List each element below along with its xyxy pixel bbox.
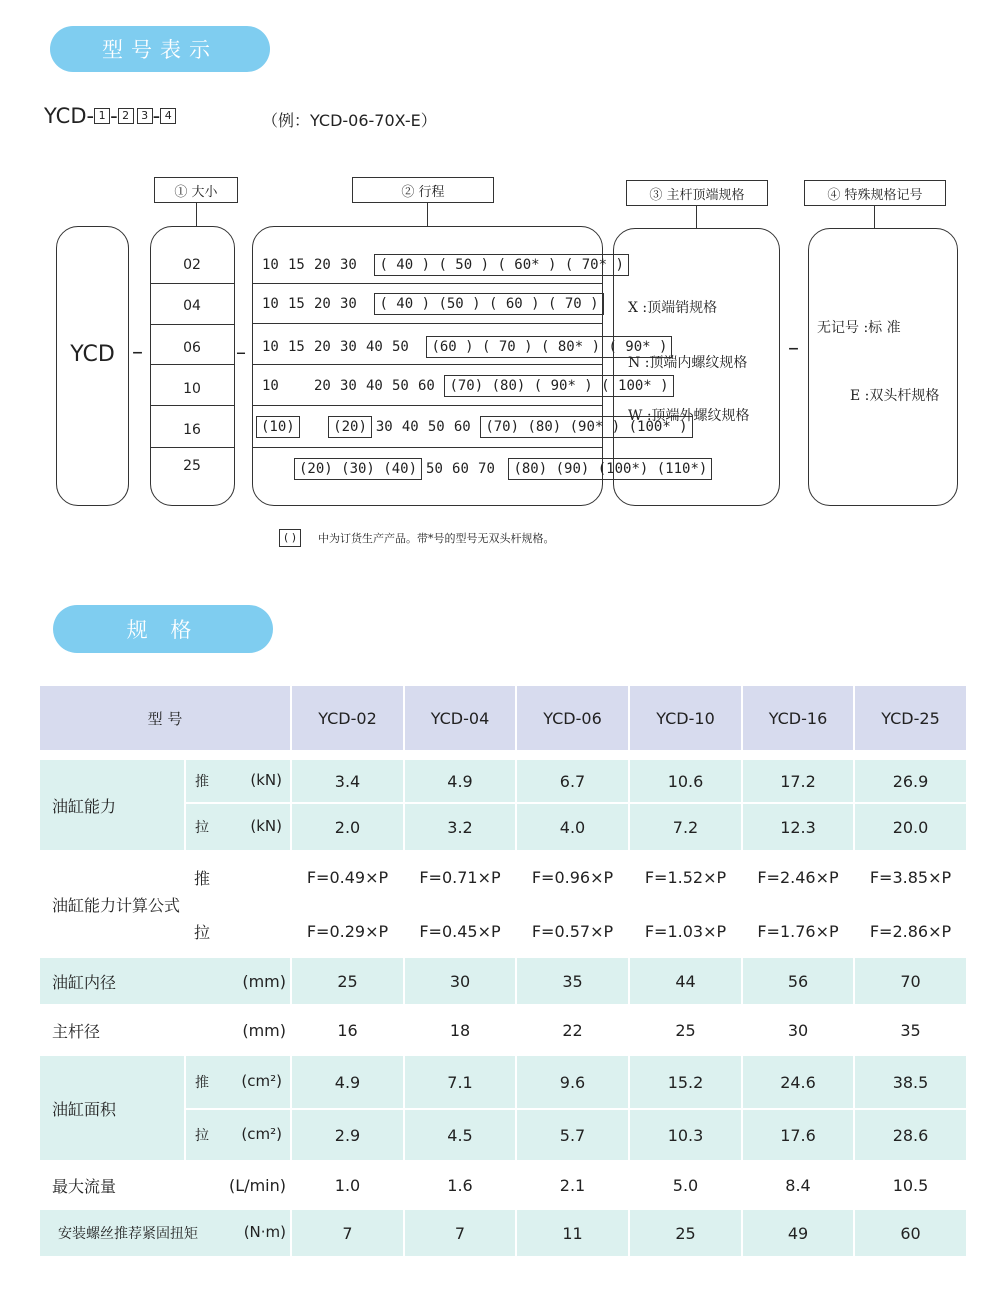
- table-row: 油缸内径 (mm) 25 30 35 44 56 70: [40, 958, 966, 1004]
- table-cell: F=1.03×P: [628, 904, 741, 958]
- header-size: ① 大小: [154, 177, 238, 203]
- row-label: 油缸能力计算公式: [52, 895, 181, 915]
- table-row: 油缸能力计算公式 推 F=0.49×P F=0.71×P F=0.96×P F=1.52×P F=2.46×P F=3.85×P: [40, 850, 966, 904]
- table-cell: 25: [628, 1210, 741, 1256]
- row-label: 油缸面积: [40, 1056, 186, 1160]
- table-row: 油缸能力 推 (kN) 3.4 4.9 6.7 10.6 17.2 26.9: [40, 760, 966, 802]
- row-divider: [150, 324, 235, 325]
- table-cell: 1.0: [290, 1160, 403, 1210]
- model-header: 型 号: [40, 686, 290, 750]
- table-cell: F=0.57×P: [515, 904, 628, 958]
- code-box-3: 3: [137, 108, 153, 124]
- table-row: 拉 (kN) 2.0 3.2 4.0 7.2 12.3 20.0: [40, 802, 966, 850]
- ycd-label: YCD: [70, 342, 115, 367]
- table-cell: 56: [741, 958, 853, 1004]
- stroke-row: (20) (30) (40) 50 60 70 (80) (90) (100*) (110*): [294, 458, 716, 480]
- model-code: [44, 104, 176, 128]
- code-box-4: 4: [160, 108, 176, 124]
- table-cell: F=0.45×P: [403, 904, 515, 958]
- table-cell: 35: [515, 958, 628, 1004]
- stroke-row: 10 15 20 30 ( 40 ) (50 ) ( 60 ) ( 70 ): [262, 293, 608, 315]
- table-cell: 3.4: [290, 760, 403, 802]
- code-box-2: 2: [118, 108, 134, 124]
- model-example: （例：YCD-06-70X-E）: [262, 111, 437, 130]
- table-cell: 9.6: [515, 1056, 628, 1108]
- table-cell: 1.6: [403, 1160, 515, 1210]
- table-cell: 25: [628, 1004, 741, 1056]
- model-name: YCD-25: [853, 686, 966, 750]
- special-spec-item: 无记号 :标 准: [817, 320, 901, 336]
- model-name: YCD-04: [403, 686, 515, 750]
- model-name: YCD-02: [290, 686, 403, 750]
- code-box-1: 1: [94, 108, 110, 124]
- table-cell: 2.9: [290, 1108, 403, 1160]
- table-cell: 70: [853, 958, 966, 1004]
- row-label: 安装螺丝推荐紧固扭矩 (N·m): [58, 1223, 286, 1242]
- table-row: 拉 F=0.29×P F=0.45×P F=0.57×P F=1.03×P F=1.76×P F=2.86×P: [40, 904, 966, 958]
- row-divider: [252, 447, 603, 448]
- row-divider: [150, 447, 235, 448]
- row-divider: [150, 405, 235, 406]
- dash: –: [788, 336, 799, 361]
- row-divider: [150, 283, 235, 284]
- table-cell: 20.0: [853, 802, 966, 850]
- table-cell: 24.6: [741, 1056, 853, 1108]
- row-label: 油缸内径: [52, 972, 117, 992]
- row-divider: [252, 405, 603, 406]
- table-cell: 26.9: [853, 760, 966, 802]
- section-title-spec: 规 格: [53, 605, 273, 653]
- size-value: 16: [183, 422, 201, 438]
- table-cell: 5.7: [515, 1108, 628, 1160]
- table-cell: 3.2: [403, 802, 515, 850]
- model-name: YCD-10: [628, 686, 741, 750]
- table-row: 油缸面积 推 (cm²) 4.9 7.1 9.6 15.2 24.6 38.5: [40, 1056, 966, 1108]
- size-value: 25: [183, 458, 201, 474]
- size-value: 06: [183, 340, 201, 356]
- stroke-row: 10 15 20 30 40 50 (60 ) ( 70 ) ( 80* ) ( 90* ): [262, 336, 676, 358]
- special-spec-item: E :双头杆规格: [850, 388, 940, 404]
- table-cell: 18: [403, 1004, 515, 1056]
- code-prefix: YCD-: [44, 104, 95, 128]
- table-cell: F=0.96×P: [515, 850, 628, 904]
- table-cell: 38.5: [853, 1056, 966, 1108]
- table-cell: 12.3: [741, 802, 853, 850]
- table-cell: 7.1: [403, 1056, 515, 1108]
- top-spec-item: W :顶端外螺纹规格: [628, 408, 750, 424]
- special-spec-box: [808, 228, 958, 506]
- table-cell: 10.5: [853, 1160, 966, 1210]
- header-special-spec: ④ 特殊规格记号: [804, 180, 946, 206]
- connector: [874, 206, 875, 228]
- table-cell: 28.6: [853, 1108, 966, 1160]
- connector: [196, 203, 197, 226]
- table-row: [40, 1210, 966, 1256]
- spec-table: [40, 686, 966, 1256]
- table-cell: 15.2: [628, 1056, 741, 1108]
- section-title-model: 型号表示: [50, 26, 270, 72]
- table-cell: 17.6: [741, 1108, 853, 1160]
- table-cell: F=0.29×P: [290, 904, 403, 958]
- dash: –: [236, 340, 246, 364]
- table-cell: 16: [290, 1004, 403, 1056]
- table-cell: 7: [403, 1210, 515, 1256]
- table-row: 最大流量 (L/min) 1.0 1.6 2.1 5.0 8.4 10.5: [40, 1160, 966, 1210]
- table-cell: F=2.46×P: [741, 850, 853, 904]
- header-stroke: ② 行程: [352, 177, 494, 203]
- table-cell: 7.2: [628, 802, 741, 850]
- table-header-row: [40, 686, 966, 750]
- table-cell: 22: [515, 1004, 628, 1056]
- table-row: 主杆径 (mm) 16 18 22 25 30 35: [40, 1004, 966, 1056]
- table-cell: 4.5: [403, 1108, 515, 1160]
- row-label: 油缸能力: [40, 760, 186, 850]
- connector: [427, 203, 428, 226]
- row-divider: [252, 283, 603, 284]
- model-name: YCD-16: [741, 686, 853, 750]
- code-dash: -: [110, 104, 118, 128]
- code-dash: -: [152, 104, 161, 128]
- note-box: ( ): [279, 529, 301, 547]
- note-text: 中为订货生产产品。带*号的型号无双头杆规格。: [318, 532, 555, 545]
- size-value: 02: [183, 257, 201, 273]
- stroke-row: 10 20 30 40 50 60 (70) (80) ( 90* ) ( 100* ): [262, 375, 678, 397]
- row-label: 最大流量: [52, 1176, 117, 1196]
- table-cell: 10.3: [628, 1108, 741, 1160]
- row-divider: [150, 364, 235, 365]
- table-cell: 30: [741, 1004, 853, 1056]
- table-cell: 2.1: [515, 1160, 628, 1210]
- model-name: YCD-06: [515, 686, 628, 750]
- table-cell: 4.9: [290, 1056, 403, 1108]
- dash: –: [132, 340, 143, 365]
- table-cell: 4.9: [403, 760, 515, 802]
- table-cell: F=1.52×P: [628, 850, 741, 904]
- header-top-spec: ③ 主杆顶端规格: [626, 180, 768, 206]
- top-spec-item: X :顶端销规格: [628, 300, 718, 316]
- row-label: 主杆径: [52, 1021, 101, 1041]
- stroke-row: (10) (20) 30 40 50 60 (70) (80) (90* ) (100* ): [256, 416, 697, 438]
- top-spec-item: N :顶端内螺纹规格: [628, 355, 748, 371]
- connector: [696, 206, 697, 228]
- row-divider: [252, 323, 603, 324]
- table-cell: 11: [515, 1210, 628, 1256]
- table-cell: 60: [853, 1210, 966, 1256]
- table-row: 拉 (cm²) 2.9 4.5 5.7 10.3 17.6 28.6: [40, 1108, 966, 1160]
- stroke-row: 10 15 20 30 ( 40 ) ( 50 ) ( 60* ) ( 70* ): [262, 254, 633, 276]
- table-cell: 44: [628, 958, 741, 1004]
- table-cell: F=2.86×P: [853, 904, 966, 958]
- table-cell: 8.4: [741, 1160, 853, 1210]
- table-cell: 17.2: [741, 760, 853, 802]
- table-cell: 30: [403, 958, 515, 1004]
- table-cell: 35: [853, 1004, 966, 1056]
- table-cell: 25: [290, 958, 403, 1004]
- table-cell: 2.0: [290, 802, 403, 850]
- table-cell: 6.7: [515, 760, 628, 802]
- size-value: 10: [183, 381, 201, 397]
- table-cell: 5.0: [628, 1160, 741, 1210]
- table-cell: 10.6: [628, 760, 741, 802]
- table-cell: F=0.71×P: [403, 850, 515, 904]
- table-cell: 4.0: [515, 802, 628, 850]
- table-cell: 7: [290, 1210, 403, 1256]
- table-cell: F=1.76×P: [741, 904, 853, 958]
- table-cell: F=0.49×P: [290, 850, 403, 904]
- size-value: 04: [183, 298, 201, 314]
- table-cell: F=3.85×P: [853, 850, 966, 904]
- table-cell: 49: [741, 1210, 853, 1256]
- row-divider: [252, 364, 603, 365]
